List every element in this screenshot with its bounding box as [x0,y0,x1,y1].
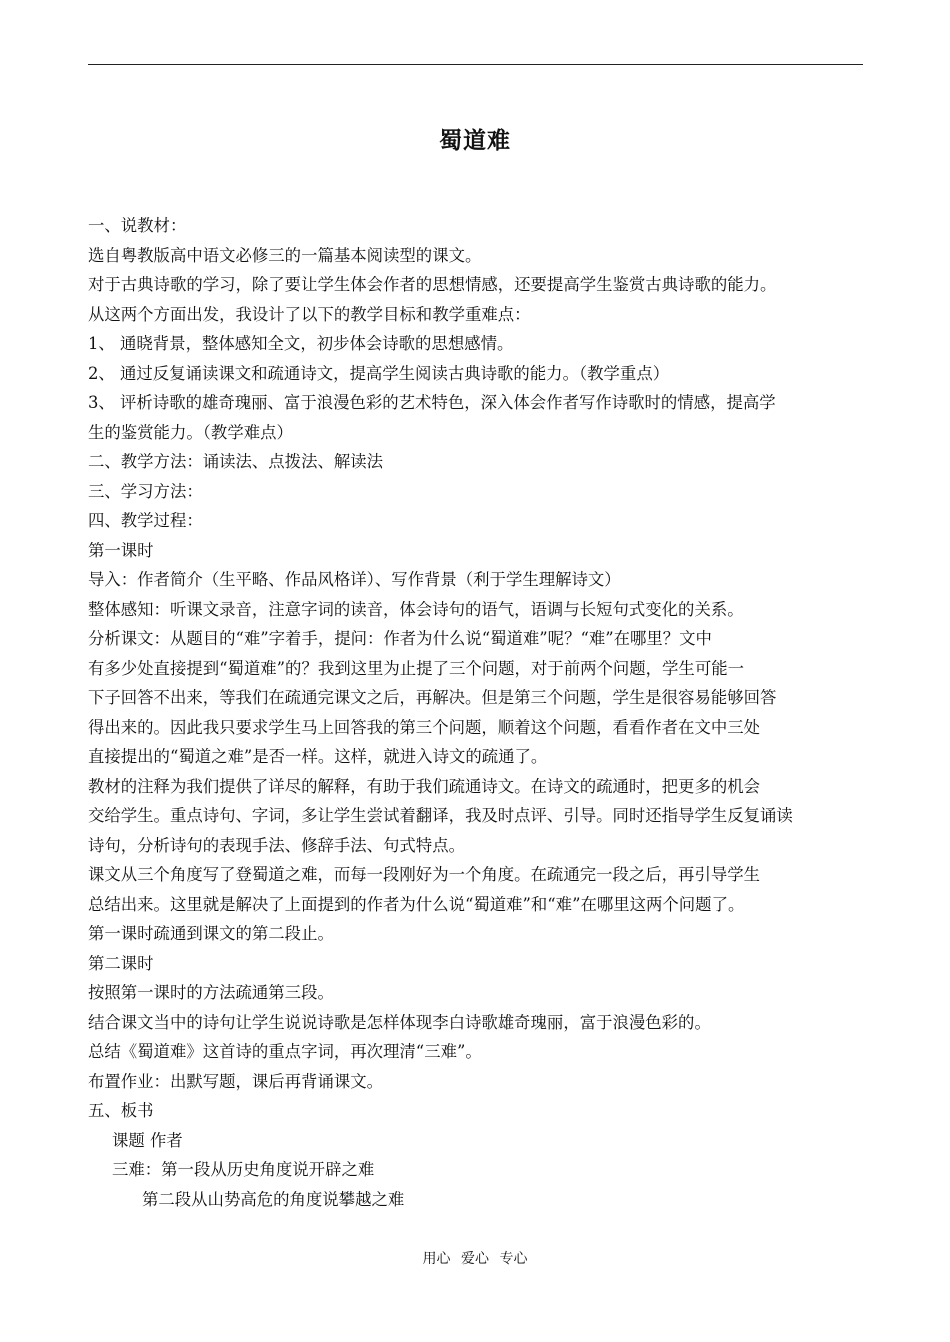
text-line: 结合课文当中的诗句让学生说说诗歌是怎样体现李白诗歌雄奇瑰丽，富于浪漫色彩的。 [88,1012,711,1032]
text-line: 从这两个方面出发，我设计了以下的教学目标和教学重难点： [88,304,531,324]
text-line: 按照第一课时的方法疏通第三段。 [88,983,334,1002]
text-line: 总结《蜀道难》这首诗的重点字词，再次理清“三难”。 [88,1042,482,1061]
text-line: 得出来的。因此我只要求学生马上回答我的第三个问题，顺着这个问题，看看作者在文中三处 [88,717,761,737]
text-line: 诗句，分析诗句的表现手法、修辞手法、句式特点。 [88,835,465,855]
text-line: 选自粤教版高中语文必修三的一篇基本阅读型的课文。 [88,245,482,265]
text-line: 第一课时 [88,540,154,560]
text-line: 分析课文：从题目的“难”字着手，提问：作者为什么说“蜀道难”呢？“难”在哪里？文中 [88,629,712,648]
text-line: 三难：第一段从历史角度说开辟之难 [112,1160,375,1179]
text-line: 三、学习方法： [88,481,203,501]
text-line: 第二课时 [88,953,154,973]
text-line: 2、 通过反复诵读课文和疏通诗文，提高学生阅读古典诗歌的能力。（教学重点） [88,363,670,383]
text-line: 1、 通晓背景，整体感知全文，初步体会诗歌的思想感情。 [88,334,514,353]
text-line: 交给学生。重点诗句、字词，多让学生尝试着翻译，我及时点评、引导。同时还指导学生反复诵读 [88,806,793,825]
text-line: 课文从三个角度写了登蜀道之难，而每一段刚好为一个角度。在疏通完一段之后，再引导学生 [88,865,761,884]
text-line: 四、教学过程： [88,511,203,530]
text-line: 一、说教材： [88,216,187,235]
text-line: 课题 作者 [112,1130,183,1150]
text-line: 五、板书 [88,1101,154,1120]
document-title: 蜀道难 [439,127,511,154]
text-line: 第二段从山势高危的角度说攀越之难 [142,1189,405,1209]
text-line: 对于古典诗歌的学习，除了要让学生体会作者的思想情感，还要提高学生鉴赏古典诗歌的能力。 [88,275,777,294]
footer-text: 用心 爱心 专心 [422,1251,528,1267]
text-line: 生的鉴赏能力。（教学难点） [88,422,293,442]
document-body [88,211,878,1214]
text-line: 教材的注释为我们提供了详尽的解释，有助于我们疏通诗文。在诗文的疏通时，把更多的机会 [88,776,761,796]
text-line: 有多少处直接提到“蜀道难”的？我到这里为止提了三个问题，对于前两个问题，学生可能一 [88,658,744,678]
text-line: 二、教学方法：诵读法、点拨法、解读法 [88,452,384,471]
text-line: 整体感知：听课文录音，注意字词的读音，体会诗句的语气，语调与长短句式变化的关系。 [88,599,744,619]
text-line: 下子回答不出来，等我们在疏通完课文之后，再解决。但是第三个问题，学生是很容易能够回答 [88,688,777,707]
header-rule [88,64,863,65]
text-line: 总结出来。这里就是解决了上面提到的作者为什么说“蜀道难”和“难”在哪里这两个问题了。 [88,894,745,914]
text-line: 直接提出的“蜀道之难”是否一样。这样，就进入诗文的疏通了。 [88,747,548,766]
text-line: 布置作业：出默写题，课后再背诵课文。 [88,1071,384,1091]
text-line: 第一课时疏通到课文的第二段止。 [88,924,334,943]
text-line: 3、 评析诗歌的雄奇瑰丽、富于浪漫色彩的艺术特色，深入体会作者写作诗歌时的情感，提高学 [88,393,776,412]
text-line: 导入：作者简介（生平略、作品风格详）、写作背景（利于学生理解诗文） [88,570,621,589]
